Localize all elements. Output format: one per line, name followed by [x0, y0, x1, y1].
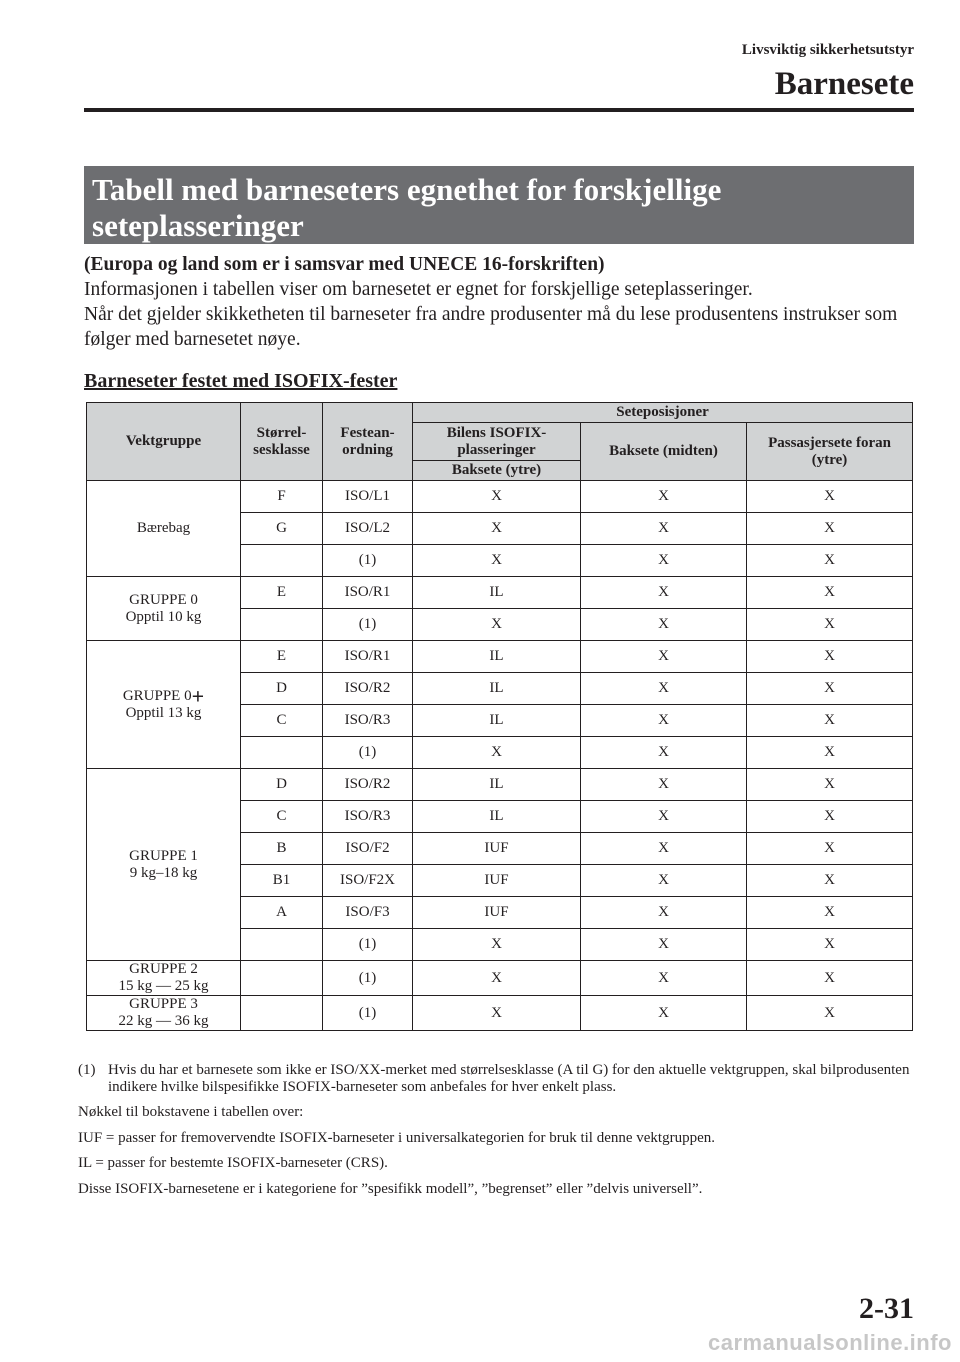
- fixture-cell: ISO/R1: [323, 641, 413, 673]
- fixture-cell: ISO/R3: [323, 705, 413, 737]
- size-class-cell: [241, 737, 323, 769]
- weight-range: 22 kg — 36 kg: [118, 1013, 209, 1029]
- table-row: [87, 481, 913, 513]
- table-body: [87, 481, 913, 1031]
- size-class-cell: [241, 609, 323, 641]
- rear-middle-cell: X: [581, 609, 747, 641]
- rear-middle-cell: X: [581, 929, 747, 961]
- fixture-cell: ISO/F3: [323, 897, 413, 929]
- header-rule: [84, 108, 914, 112]
- watermark: carmanualsonline.info: [708, 1330, 952, 1355]
- fixture-cell: ISO/R3: [323, 801, 413, 833]
- rear-outer-cell: X: [413, 545, 581, 577]
- rear-middle-cell: X: [581, 545, 747, 577]
- rear-outer-cell: X: [413, 996, 581, 1031]
- front-passenger-cell: X: [747, 577, 913, 609]
- rear-outer-cell: IL: [413, 705, 581, 737]
- size-class-cell: E: [241, 577, 323, 609]
- fixture-cell: (1): [323, 996, 413, 1031]
- rear-middle-cell: X: [581, 961, 747, 996]
- fixture-cell: (1): [323, 961, 413, 996]
- rear-outer-cell: IL: [413, 801, 581, 833]
- weight-group-cell: [87, 961, 241, 996]
- size-class-cell: G: [241, 513, 323, 545]
- size-class-cell: [241, 961, 323, 996]
- header-rear-outer: Baksete (ytre): [413, 461, 581, 481]
- fixture-cell: ISO/F2: [323, 833, 413, 865]
- front-passenger-cell: X: [747, 929, 913, 961]
- rear-middle-cell: X: [581, 769, 747, 801]
- size-class-cell: B1: [241, 865, 323, 897]
- front-passenger-cell: X: [747, 513, 913, 545]
- weight-group-name: [90, 683, 237, 709]
- front-passenger-cell: X: [747, 769, 913, 801]
- header-size-class: Størrel-sesklasse: [241, 403, 323, 481]
- rear-outer-cell: X: [413, 929, 581, 961]
- key-title: Nøkkel til bokstavene i tabellen over:: [78, 1104, 304, 1120]
- weight-range: 9 kg–18 kg: [129, 864, 198, 881]
- weight-range: Opptil 13 kg: [125, 704, 202, 721]
- chapter-title: Livsviktig sikkerhetsutstyr: [741, 42, 914, 58]
- weight-group-label: GRUPPE 1: [129, 847, 198, 864]
- weight-group-cell: [87, 481, 241, 577]
- size-class-cell: D: [241, 769, 323, 801]
- intro-text: [84, 252, 914, 352]
- header-rear-middle: Baksete (midten): [581, 423, 747, 481]
- front-passenger-cell: X: [747, 673, 913, 705]
- weight-group-name: [90, 592, 237, 609]
- size-class-cell: B: [241, 833, 323, 865]
- footnote-marker: (1): [78, 1062, 96, 1078]
- rear-outer-cell: IUF: [413, 865, 581, 897]
- front-passenger-cell: X: [747, 737, 913, 769]
- fixture-cell: (1): [323, 737, 413, 769]
- fixture-cell: ISO/R2: [323, 673, 413, 705]
- rear-middle-cell: X: [581, 737, 747, 769]
- header-fixture: Festean-ordning: [323, 403, 413, 481]
- table-title-banner: [84, 166, 914, 244]
- rear-outer-cell: IL: [413, 641, 581, 673]
- header-seat-positions: Seteposisjoner: [413, 403, 913, 423]
- rear-middle-cell: X: [581, 705, 747, 737]
- front-passenger-cell: X: [747, 865, 913, 897]
- isofix-suitability-table: [86, 402, 913, 1031]
- section-title: Barnesete: [774, 66, 914, 102]
- intro-scope: (Europa og land som er i samsvar med UNECE 16-forskriften): [84, 254, 605, 275]
- weight-group-label: GRUPPE 0: [122, 687, 192, 704]
- weight-group-cell: [87, 577, 241, 641]
- weight-group-cell: [87, 769, 241, 961]
- key-categories: Disse ISOFIX-barnesetene er i kategoriene for ”spesifikk modell”, ”begrenset” eller ”delvis universell”.: [78, 1180, 703, 1197]
- rear-outer-cell: X: [413, 481, 581, 513]
- weight-group-label: GRUPPE 0: [129, 591, 198, 608]
- table-row: [87, 641, 913, 673]
- size-class-cell: A: [241, 897, 323, 929]
- weight-group-label: GRUPPE 3: [129, 996, 198, 1012]
- banner-line-1: Tabell med barneseters egnethet for forskjellige: [92, 172, 722, 207]
- front-passenger-cell: X: [747, 833, 913, 865]
- intro-paragraph-2: Når det gjelder skikketheten til barneseter fra andre produsenter må du lese produsentens instrukser som følger med barnesetet nøye.: [84, 304, 898, 350]
- fixture-cell: (1): [323, 545, 413, 577]
- rear-middle-cell: X: [581, 673, 747, 705]
- rear-outer-cell: X: [413, 961, 581, 996]
- size-class-cell: [241, 929, 323, 961]
- rear-outer-cell: IUF: [413, 833, 581, 865]
- front-passenger-cell: X: [747, 641, 913, 673]
- rear-outer-cell: IUF: [413, 897, 581, 929]
- intro-paragraph-1: Informasjonen i tabellen viser om barnesetet er egnet for forskjellige seteplasseringer.: [84, 279, 753, 300]
- plus-mark: +: [191, 683, 205, 709]
- rear-outer-cell: X: [413, 737, 581, 769]
- isofix-subheading: Barneseter festet med ISOFIX-fester: [84, 370, 398, 392]
- table-row: [87, 769, 913, 801]
- key-iuf: IUF = passer for fremovervendte ISOFIX-barneseter i universalkategorien for bruk til denne vektgruppen.: [78, 1129, 716, 1146]
- rear-outer-cell: X: [413, 513, 581, 545]
- front-passenger-cell: X: [747, 609, 913, 641]
- rear-middle-cell: X: [581, 897, 747, 929]
- fixture-cell: ISO/R2: [323, 769, 413, 801]
- rear-middle-cell: X: [581, 641, 747, 673]
- banner-line-2: seteplasseringer: [92, 208, 304, 243]
- rear-middle-cell: X: [581, 481, 747, 513]
- rear-middle-cell: X: [581, 801, 747, 833]
- weight-group-label: Bærebag: [136, 520, 191, 536]
- weight-group-name: [90, 961, 237, 978]
- header-isofix-locations: Bilens ISOFIX-plasseringer: [413, 423, 581, 461]
- header-front-passenger: Passasjersete foran (ytre): [747, 423, 913, 481]
- front-passenger-cell: X: [747, 897, 913, 929]
- weight-group-cell: [87, 996, 241, 1031]
- weight-group-name: [90, 996, 237, 1013]
- size-class-cell: [241, 996, 323, 1031]
- fixture-cell: (1): [323, 609, 413, 641]
- fixture-cell: (1): [323, 929, 413, 961]
- rear-outer-cell: IL: [413, 673, 581, 705]
- size-class-cell: C: [241, 705, 323, 737]
- size-class-cell: D: [241, 673, 323, 705]
- table-row: [87, 961, 913, 996]
- footnote-text: Hvis du har et barnesete som ikke er ISO/XX-merket med størrelsesklasse (A til G) for den aktuelle vektgruppen, skal bilprodusenten indikere hvilke bilspesifikke ISOFIX-barneseter som anbefales for hver enkelt plass.: [108, 1062, 910, 1095]
- rear-outer-cell: IL: [413, 577, 581, 609]
- weight-group-name: [90, 848, 237, 865]
- rear-middle-cell: X: [581, 865, 747, 897]
- weight-range: 15 kg — 25 kg: [118, 978, 209, 994]
- notes: [78, 1062, 918, 1206]
- size-class-cell: E: [241, 641, 323, 673]
- fixture-cell: ISO/L1: [323, 481, 413, 513]
- weight-group-label: GRUPPE 2: [129, 961, 198, 977]
- weight-range: Opptil 10 kg: [125, 608, 202, 625]
- front-passenger-cell: X: [747, 801, 913, 833]
- front-passenger-cell: X: [747, 996, 913, 1031]
- rear-middle-cell: X: [581, 996, 747, 1031]
- rear-middle-cell: X: [581, 833, 747, 865]
- table-row: [87, 996, 913, 1031]
- front-passenger-cell: X: [747, 705, 913, 737]
- rear-middle-cell: X: [581, 577, 747, 609]
- weight-group-name: [90, 520, 237, 537]
- fixture-cell: ISO/F2X: [323, 865, 413, 897]
- size-class-cell: [241, 545, 323, 577]
- fixture-cell: ISO/L2: [323, 513, 413, 545]
- size-class-cell: C: [241, 801, 323, 833]
- front-passenger-cell: X: [747, 545, 913, 577]
- rear-outer-cell: IL: [413, 769, 581, 801]
- front-passenger-cell: X: [747, 481, 913, 513]
- table-row: [87, 577, 913, 609]
- rear-middle-cell: X: [581, 513, 747, 545]
- header-weight-group: Vektgruppe: [87, 403, 241, 481]
- fixture-cell: ISO/R1: [323, 577, 413, 609]
- footnote-1: [78, 1062, 918, 1095]
- weight-group-cell: [87, 641, 241, 769]
- key-il: IL = passer for bestemte ISOFIX-barneseter (CRS).: [78, 1155, 388, 1171]
- rear-outer-cell: X: [413, 609, 581, 641]
- size-class-cell: F: [241, 481, 323, 513]
- front-passenger-cell: X: [747, 961, 913, 996]
- page-number: 2-31: [859, 1292, 914, 1325]
